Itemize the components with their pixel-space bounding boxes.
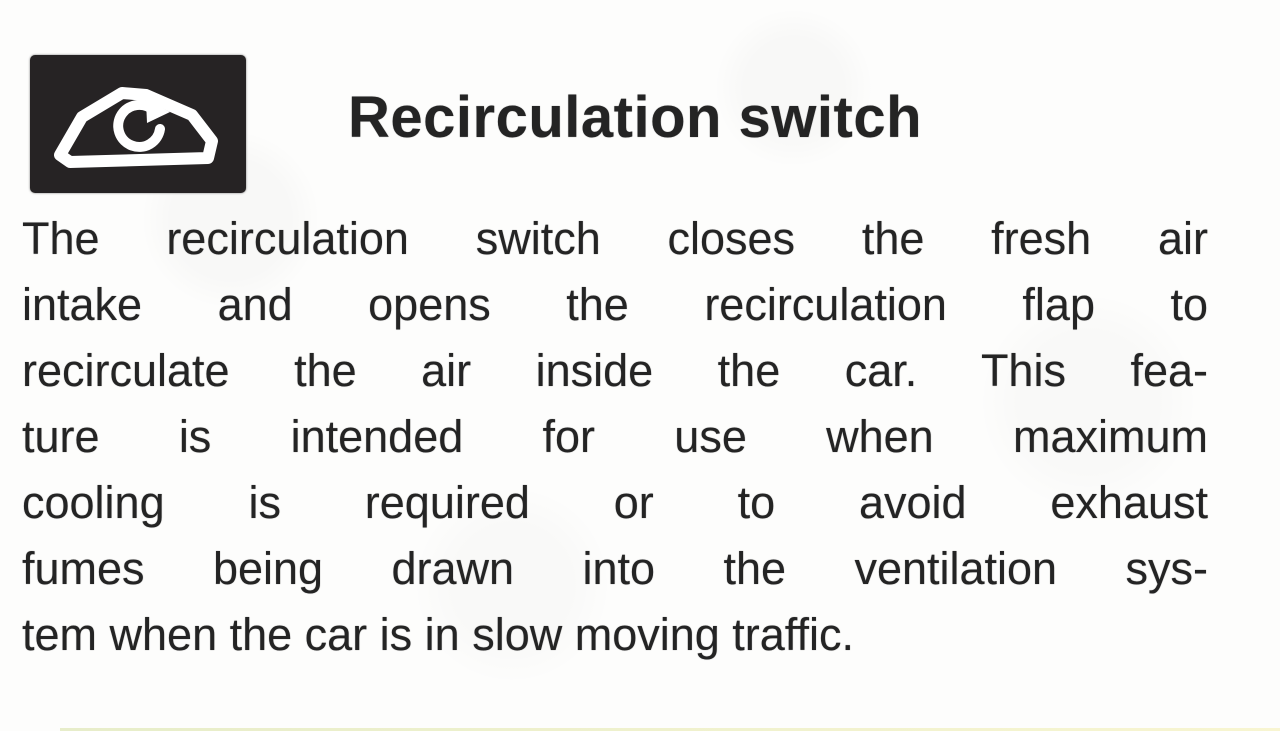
body-line: tem when the car is in slow moving traffic.	[22, 609, 854, 660]
car-recirculation-glyph	[30, 55, 246, 193]
body-line: fumes being drawn into the ventilation sys-	[22, 543, 1208, 594]
body-paragraph	[22, 206, 1208, 668]
body-line: intake and opens the recirculation flap to	[22, 279, 1208, 330]
body-line: The recirculation switch closes the fresh air	[22, 213, 1208, 264]
section-heading: Recirculation switch	[348, 85, 923, 150]
body-line: recirculate the air inside the car. This fea-	[22, 345, 1208, 396]
body-line: cooling is required or to avoid exhaust	[22, 477, 1208, 528]
body-line: ture is intended for use when maximum	[22, 411, 1208, 462]
recirculation-icon	[30, 55, 246, 193]
